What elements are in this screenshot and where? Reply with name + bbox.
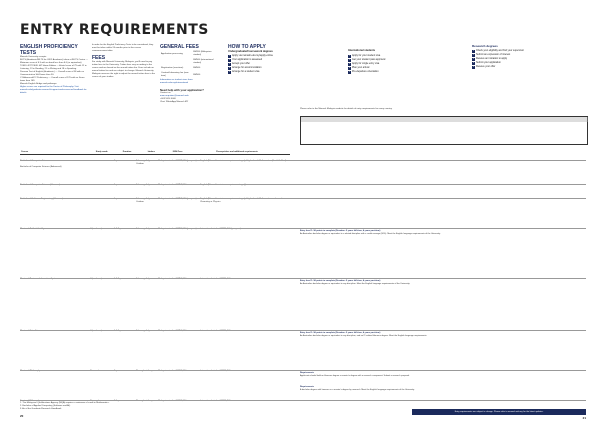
visa-note: Information on student visas from: monash.edu.my/international <box>160 79 193 84</box>
course-intakes: Throughout the year <box>136 400 156 402</box>
requirement-title: Entry level 1: 96 points to complete (Duration: 2 years full-time, 4 years part-time) <box>300 230 381 232</box>
fees-body: For study with Monash University, Malaysia, you'll need to pay tuition fees to the University. Tuition fees vary according to the course and are based on the annual tuition fee. Fees include an annual tuition fee and are subject to change. Monash University Malaysia reserves the right to adjust the annual tuition fees in the course of your studies. <box>92 61 155 78</box>
course-prereq: International student RM61,600 <box>200 278 231 280</box>
fees-heading: FEES <box>92 55 106 61</box>
fee-label: Caution/Laboratory fee (one-time) <box>161 72 189 77</box>
requirement-body: Applicants should hold an Honours degree or master's degree with a research component. Submit a research proposal. <box>300 374 410 377</box>
course-fees: Malaysian student RM52,800 <box>158 184 187 186</box>
requirement-body: An Australian bachelor degree or equivalent in any discipline, and an IT-related Honours degree. Meet the English language requirements. <box>300 334 427 337</box>
course-duration: 1.5-2 years <box>114 228 125 230</box>
row-divider <box>20 228 586 229</box>
course-duration: 4 years <box>114 198 122 200</box>
table-row <box>20 278 300 330</box>
grid-header <box>425 117 466 122</box>
fee-label: Application processing <box>161 52 183 55</box>
course-mode: Research <box>90 370 100 372</box>
col-header: Duration <box>122 150 147 154</box>
requirement-body: A bachelor degree with honours or a master's degree by research. Meet the English language requirements of the University. <box>300 388 415 391</box>
course-name: Master of Philosophy <box>20 370 41 372</box>
course-fees: Malaysian student RM55,300 <box>158 330 187 332</box>
table-row <box>20 160 300 184</box>
course-fees: Malaysian student RM48,600 (per year) <box>158 160 197 162</box>
course-table <box>20 150 290 155</box>
course-prereq: International student RM13,200 <box>200 400 231 402</box>
table-note: Please refer to the Monash Malaysia website for details of entry requirements for every country. <box>300 108 393 110</box>
table-row <box>20 184 300 198</box>
page-number-left: 20 <box>20 414 24 418</box>
help-contact: Contact us: <box>160 92 172 94</box>
qualification-grid <box>300 116 588 145</box>
course-intakes: February, July, October <box>136 198 151 203</box>
course-prereq: International student RM61,600 (per year) <box>200 228 241 230</box>
general-fees-heading: GENERAL FEES <box>160 44 199 50</box>
step-item: 1 Check your eligibility and find your supervisor <box>472 49 524 52</box>
research-steps <box>472 49 582 69</box>
course-fees: Malaysian student RM61,600 (per year) <box>158 228 197 230</box>
course-name: Master of Data Science <box>20 330 43 332</box>
col-header: Prerequisites and additional requirements <box>215 150 290 154</box>
step-item: 3 Accept your offer <box>228 62 251 65</box>
grid-header <box>301 117 340 122</box>
grid-header <box>385 117 426 122</box>
english-item: C1 Advanced/C2 Proficiency — Overall score of 176 with no Score lower than 169. <box>20 77 85 82</box>
col-header: Study mode <box>95 150 122 154</box>
step-item: 5 Receive your offer <box>472 65 496 68</box>
grid-header <box>465 117 518 122</box>
course-intakes: February, July <box>136 228 150 230</box>
english-item: Monash English Bridge and pathways <box>20 83 57 85</box>
course-intakes: February, July <box>136 330 150 332</box>
fee-label <box>160 58 192 66</box>
step-item: 2 Submit an expression of interest <box>472 53 511 56</box>
course-mode: C (onshore) <box>90 228 102 230</box>
course-mode: Research <box>90 400 100 402</box>
course-name: Bachelor of Software Engineering (Honours) <box>20 198 63 200</box>
step-item: 4 Arrange for accommodation <box>228 66 262 69</box>
step-item: 5 Pre-departure orientation <box>348 70 379 73</box>
requirement-block <box>300 332 586 338</box>
help-heading: Need help with your application? <box>160 88 204 92</box>
course-mode: C (onshore) <box>90 278 102 280</box>
requirement-body: An Australian bachelor degree or equivalent in any discipline. Meet the English language requirements of the University. <box>300 282 410 285</box>
step-item: 3 Receive an invitation to apply <box>472 57 508 60</box>
fee-value: RM500 (international student) <box>193 59 214 64</box>
english-intro: Monash University accepts: <box>20 56 47 58</box>
disclaimer-banner: Entry requirements are subject to change. Please refer to monash.edu.my for the latest updates. <box>412 409 586 415</box>
course-duration: 1.5-2 years <box>114 278 125 280</box>
footnote: 3. As of the Graduate Research Handbook. <box>20 408 62 410</box>
help-chat[interactable]: Chat: WhatsApp Monash MY <box>160 101 189 103</box>
course-name: Bachelor of Computer Science (Advanced) <box>20 166 62 168</box>
requirement-title: Entry level 1: 96 points to complete (Duration: 2 years full-time, 4 years part-time) <box>300 332 381 334</box>
course-duration: 1 year <box>114 184 121 186</box>
english-proficiency-section <box>20 44 88 95</box>
row-divider <box>20 198 586 199</box>
english-item: IELTS (Academic/IELTS for UKVI Academic) taken at IELTS Centre — Minimum score of 6.5 with no band less than 6.0 (or equivalent) <box>20 59 88 64</box>
requirement-block <box>300 280 586 286</box>
english-footer: Higher scores are required for the Doctor of Philosophy. Visit monash.edu/graduate-research/support-and-resources/handbook for details. <box>20 86 87 94</box>
course-duration: 3-4 years <box>114 400 124 402</box>
research-heading: Research degrees <box>472 44 498 48</box>
general-fees-table <box>160 50 220 79</box>
requirement-body: An Australian bachelor degree or equivalent in a related discipline with a credit average (60%). Meet the English language requirements of the University. <box>300 232 441 235</box>
footnote: 2. Bachelor of Applied Computing (Software and AI). <box>20 405 71 407</box>
course-prereq: English (Monash's minimum requirement apply) <box>200 184 247 186</box>
footnote: 1. The Malaysian Qualifications Agency (MQA) requires a minimum of credit in Mathematics. <box>20 402 110 404</box>
row-divider <box>20 184 586 185</box>
table-row <box>20 370 300 400</box>
course-intakes: February, July <box>136 278 150 280</box>
course-name: Bachelor of Computer Science (Honours) <box>20 184 61 186</box>
step-item: 1 Apply via monash.edu.my/apply-online <box>228 54 273 57</box>
requirement-block <box>300 386 586 392</box>
fee-label: Registration (one-time) <box>161 67 184 69</box>
course-duration: 1.5-2 years <box>114 330 125 332</box>
course-fees: Malaysian student RM55,300 <box>158 278 187 280</box>
step-item: 4 Plan your arrival <box>348 66 370 69</box>
course-prereq: English (Monash's minimum requirement apply; Higher level Mathematics and one of Chemistry or Physics <box>200 198 283 203</box>
col-header: Intakes <box>147 150 172 154</box>
row-divider <box>20 370 586 371</box>
undergrad-heading: Undergraduate/Coursework degrees <box>228 50 273 53</box>
step-item: 3 Apply for single entry visa <box>348 62 380 65</box>
course-name: Master of Artificial Intelligence <box>20 228 49 230</box>
row-divider <box>20 400 586 401</box>
grid-header <box>339 117 386 122</box>
row-divider <box>20 278 586 279</box>
english-item: TOEFL iBT/TOEFL iBT Home Edition — A total score of 79 with 12 in Listening, 13 in Reading, 21 in Writing and 18 in Speaking. <box>20 65 87 70</box>
course-name: Doctor of Philosophy <box>20 400 41 402</box>
course-name: Bachelor of Computer Science <box>20 160 50 162</box>
fees-section <box>92 44 156 79</box>
english-heading: ENGLISH PROFICIENCY TESTS <box>20 44 78 56</box>
table-row <box>20 198 300 228</box>
help-phone: +603 5514 6000 <box>160 98 176 100</box>
requirement-title: Requirements <box>300 372 314 374</box>
how-to-apply-heading: HOW TO APPLY <box>228 44 266 50</box>
help-email-link[interactable]: mum.enquiries@monash.edu <box>160 95 189 97</box>
fees-intro: In order for the English Proficiency Tests to be considered, they must be taken within 24 months prior to the course commencement date. <box>92 44 154 52</box>
course-fees: Malaysian student RM13,200 <box>158 400 187 402</box>
course-intakes: February, July, October <box>136 160 151 165</box>
course-name: Master of Business Information Systems <box>20 278 60 280</box>
row-divider <box>20 160 586 161</box>
step-item: 5 Arrange for a student visa <box>228 70 260 73</box>
table-row <box>20 330 300 370</box>
page-title: ENTRY REQUIREMENTS <box>20 22 209 38</box>
fee-value: RM500 <box>193 67 201 69</box>
page-number-right: 21 <box>582 416 586 420</box>
requirement-block <box>300 372 586 378</box>
course-prereq: English (Monash's minimum requirement apply; Higher level Mathematics (Credit4s 'For') <box>200 160 287 162</box>
general-fees-section <box>160 44 220 104</box>
course-prereq: International student RM13,200 <box>200 370 231 372</box>
course-intakes: Throughout the year <box>136 370 156 372</box>
course-intakes: February, July <box>136 184 150 186</box>
footnotes <box>20 402 400 411</box>
step-item: 2 Get your student pass approval <box>348 58 386 61</box>
step-item: 4 Submit your application <box>472 61 501 64</box>
col-header: 2024 Fees <box>172 150 216 154</box>
intl-steps <box>348 54 458 74</box>
row-divider <box>20 330 586 331</box>
course-prereq: International student RM61,600 <box>200 330 231 332</box>
requirement-title: Requirements <box>300 386 314 388</box>
english-item: Pearson Test of English (Academic) — Overall score of 58 with no Communicative Skill lower than 50. <box>20 71 84 76</box>
step-item: 1 Apply for your student visa <box>348 54 381 57</box>
table-row <box>20 228 300 278</box>
intl-heading: International students <box>348 49 376 52</box>
fee-value: RM200 (Malaysian student) <box>193 51 212 56</box>
how-to-apply-section <box>228 44 586 73</box>
course-duration: 3 years <box>114 160 122 162</box>
requirement-block <box>300 230 586 236</box>
undergrad-steps <box>228 54 338 74</box>
grid-header <box>517 117 588 122</box>
fee-value: RM500 <box>193 73 201 76</box>
course-mode: C (onshore) <box>90 330 102 332</box>
course-fees: Malaysian student RM52,000 (per year) <box>158 198 197 200</box>
col-header: Course <box>20 150 95 154</box>
course-fees: Malaysian student RM13,200 <box>158 370 187 372</box>
requirement-title: Entry level 1: 96 points to complete (Duration: 2 years full-time, 4 years part-time) <box>300 280 381 282</box>
step-item: 2 Your application is assessed <box>228 58 263 61</box>
course-duration: 2 years <box>114 370 122 372</box>
